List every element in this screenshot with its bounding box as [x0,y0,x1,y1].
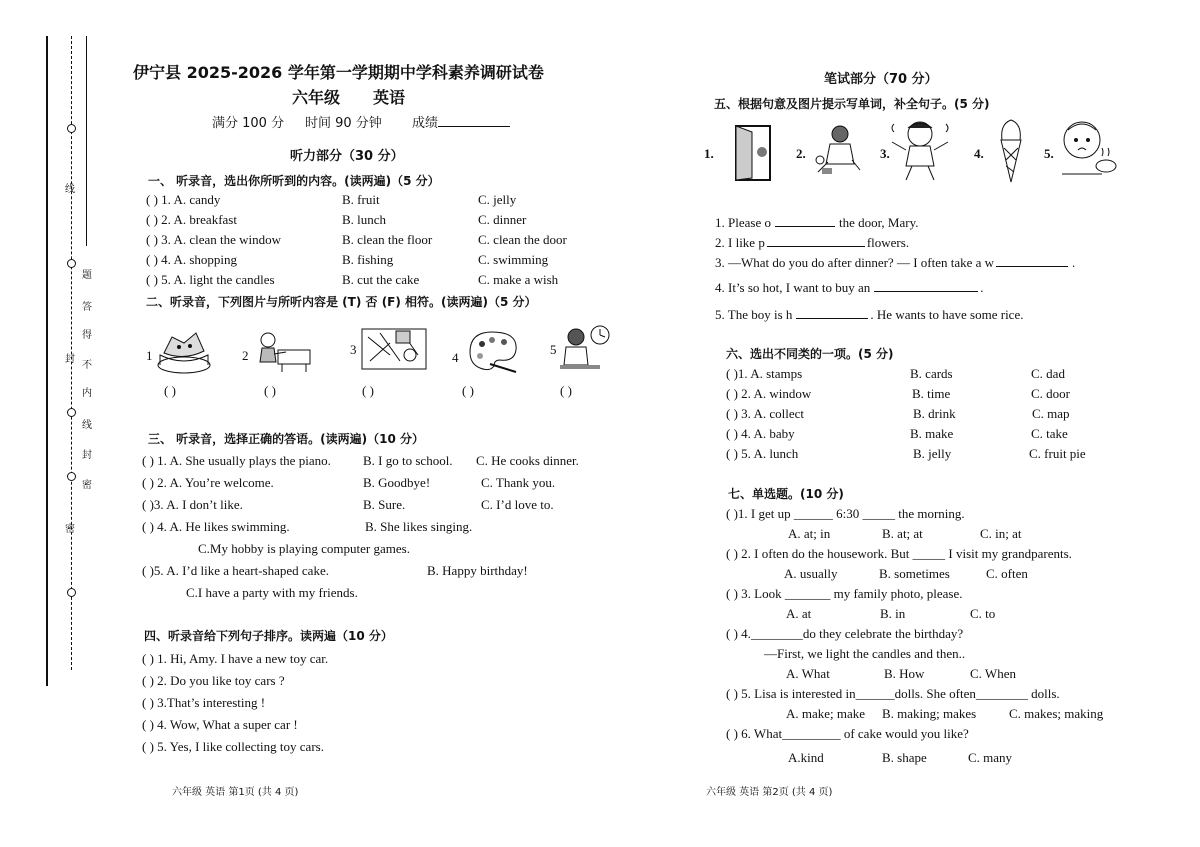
list-item: ( ) 4. A. shopping [146,252,237,267]
list-item: ( ) 1. A. candy [146,192,221,207]
list-item: ( )5. A. I’d like a heart-shaped cake. [142,563,329,578]
sentence-start: 2. I like p [715,235,765,250]
list-item [715,254,1075,271]
option-c: C. Thank you. [481,475,556,490]
sentence-end: flowers. [866,235,910,250]
tf-answer-blank[interactable]: ( ) [264,383,276,398]
option-b: B. sometimes [879,566,950,581]
option-b: B. How [884,666,925,681]
binding-hole [67,588,76,597]
question: ( ) 3. Look _______ my family photo, please. [726,586,963,601]
section-2-title: 二、听录音，下列图片与所听内容是 (T) 否 (F) 相符。(读两遍)（5 分） [146,295,537,309]
margin-label: 密 [82,480,92,491]
list-item: ( )3. A. I don’t like. [142,497,243,512]
sentence-start: 1. Please o [715,215,771,230]
list-item: ( ) 3.That’s interesting ! [142,695,266,710]
list-item [715,279,984,296]
option-b: B. at; at [882,526,923,541]
writing-title: 笔试部分（70 分） [824,72,938,87]
picture-number: 4 [452,350,459,365]
tf-answer-blank[interactable]: ( ) [560,383,572,398]
open-door-icon [732,122,776,184]
subject-label: 英语 [373,88,406,107]
option-c: C. makes; making [1009,706,1104,721]
binding-hole [67,472,76,481]
answer-blank[interactable] [996,254,1068,267]
question: ( )1. I get up ______ 6:30 _____ the morning. [726,506,965,521]
list-item: ( ) 5. A. lunch [726,446,799,461]
option-b: B. making; makes [882,706,977,721]
exam-title: 伊宁县 2025-2026 学年第一学期期中学科素养调研试卷 [133,63,544,82]
page-footer: 六年级 英语 第1页 (共 4 页) [172,787,299,798]
option-c: C. He cooks dinner. [476,453,579,468]
binding-hole [67,408,76,417]
section-6-title: 六、选出不同类的一项。(5 分) [726,347,894,361]
question: ( ) 2. I often do the housework. But _____ I visit my grandparents. [726,546,1072,561]
option-b: B. drink [913,406,956,421]
margin-label: 题 [82,270,92,281]
option-a: A. usually [784,566,838,581]
sentence-start: 4. It’s so hot, I want to buy an [715,280,871,295]
option-b: B. Happy birthday! [427,563,528,578]
picture-number: 1 [146,348,153,363]
tf-answer-blank[interactable]: ( ) [164,383,176,398]
list-item: ( ) 1. A. She usually plays the piano. [142,453,331,468]
margin-label: 答 [82,302,92,313]
messy-room-icon [360,325,428,373]
picture-number: 4. [974,146,984,161]
score-field [412,112,510,131]
option-b: B. in [880,606,906,621]
margin-label: 封 [82,450,92,461]
score-blank[interactable] [438,114,510,127]
option-c: C. dad [1031,366,1065,381]
option-b: B. fishing [342,252,394,267]
option-c: C. clean the door [478,232,567,247]
option-c: C.I have a party with my friends. [186,585,358,600]
question: ( ) 5. Lisa is interested in______dolls. She often________ dolls. [726,686,1060,701]
list-item [715,306,1023,323]
picture-number: 1. [704,146,714,161]
answer-blank[interactable] [874,279,978,292]
picture-number: 2. [796,146,806,161]
question-line: —First, we light the candles and then.. [764,646,966,661]
margin-label: 内 [82,388,92,399]
picture-number: 3 [350,342,357,357]
list-item: ( ) 3. A. clean the window [146,232,282,247]
margin-label: 封 [65,354,75,365]
girl-planting-flowers-icon [812,124,868,176]
option-a: A. at; in [788,526,831,541]
section-5-title: 五、根据句意及图片提示写单词，补全句子。(5 分) [714,97,990,111]
question: ( ) 6. What_________ of cake would you like? [726,726,969,741]
option-c: C. take [1031,426,1068,441]
option-c: C.My hobby is playing computer games. [198,541,410,556]
list-item: ( ) 4. Wow, What a super car ! [142,717,298,732]
sentence-end: . He wants to have some rice. [870,307,1024,322]
list-item: ( ) 2. A. window [726,386,812,401]
option-c: C. jelly [478,192,517,207]
page-footer: 六年级 英语 第2页 (共 4 页) [706,787,833,798]
section-4-title: 四、听录音给下列句子排序。读两遍（10 分） [144,629,393,643]
answer-blank[interactable] [775,214,835,227]
margin-label: 线 [82,420,92,431]
picture-number: 5 [550,342,557,357]
picture-number: 3. [880,146,890,161]
picture-number: 5. [1044,146,1054,161]
list-item: ( ) 4. A. baby [726,426,795,441]
option-c: C. to [970,606,996,621]
cake-icon [154,327,214,377]
option-a: A. make; make [786,706,866,721]
list-item: ( ) 2. Do you like toy cars ? [142,673,285,688]
option-c: C. When [970,666,1016,681]
option-c: C. fruit pie [1029,446,1086,461]
margin-thick-line [46,36,48,686]
section-3-title: 三、 听录音，选择正确的答语。(读两遍)（10 分） [148,432,425,446]
option-b: B. time [912,386,951,401]
option-a: A. What [786,666,830,681]
option-b: B. Sure. [363,497,406,512]
option-b: B. cards [910,366,953,381]
option-c: C. make a wish [478,272,559,287]
exam-time: 时间 90 分钟 [305,116,382,131]
list-item: ( )1. A. stamps [726,366,803,381]
grade-label: 六年级 [292,88,341,107]
option-b: B. Goodbye! [363,475,431,490]
question: ( ) 4.________do they celebrate the birthday? [726,626,964,641]
margin-label: 得 [82,330,92,341]
margin-thin-line [86,36,87,246]
palette-icon [460,328,522,374]
binding-hole [67,259,76,268]
score-label: 成绩 [412,116,439,131]
picture-number: 2 [242,348,249,363]
list-item: ( ) 5. A. light the candles [146,272,275,287]
margin-label: 线 [65,184,75,195]
option-c: C. many [968,750,1013,765]
option-a: A.kind [788,750,824,765]
full-score: 满分 100 分 [212,116,285,131]
option-b: B. lunch [342,212,387,227]
tf-answer-blank[interactable]: ( ) [462,383,474,398]
option-c: C. in; at [980,526,1022,541]
option-b: B. I go to school. [363,453,453,468]
option-b: B. make [910,426,954,441]
answer-blank[interactable] [767,234,865,247]
option-b: B. clean the floor [342,232,433,247]
list-item: ( ) 3. A. collect [726,406,804,421]
sentence-end: . [980,280,984,295]
option-b: B. She likes singing. [365,519,473,534]
hot-sweating-boy-icon [884,118,956,184]
answer-blank[interactable] [796,306,868,319]
girl-and-clock-icon [560,325,616,375]
list-item: ( ) 2. A. You’re welcome. [142,475,274,490]
binding-hole [67,124,76,133]
ice-cream-icon [996,116,1026,186]
option-b: B. cut the cake [342,272,420,287]
option-c: C. door [1031,386,1070,401]
option-c: C. I’d love to. [481,497,554,512]
section-7-title: 七、单选题。(10 分) [728,487,844,501]
option-b: B. jelly [913,446,952,461]
option-c: C. often [986,566,1028,581]
margin-label: 密 [65,524,75,535]
sentence-start: 5. The boy is h [715,307,793,322]
option-a: A. at [786,606,812,621]
list-item: ( ) 1. Hi, Amy. I have a new toy car. [142,651,329,666]
sentence-start: 3. —What do you do after dinner? — I often take a w [715,255,995,270]
option-c: C. dinner [478,212,527,227]
section-1-title: 一、 听录音，选出你所听到的内容。(读两遍)（5 分） [148,174,440,188]
boy-at-desk-icon [252,330,314,374]
option-b: B. shape [882,750,927,765]
option-c: C. map [1032,406,1070,421]
sentence-end: . [1072,255,1076,270]
sentence-end: the door, Mary. [838,215,919,230]
tf-answer-blank[interactable]: ( ) [362,383,374,398]
list-item [715,234,909,251]
margin-label: 不 [82,360,92,371]
option-b: B. fruit [342,192,380,207]
hungry-boy-rice-icon [1056,118,1120,182]
list-item: ( ) 4. A. He likes swimming. [142,519,290,534]
listening-title: 听力部分（30 分） [290,149,404,164]
list-item [715,214,918,231]
list-item: ( ) 2. A. breakfast [146,212,237,227]
option-c: C. swimming [478,252,549,267]
list-item: ( ) 5. Yes, I like collecting toy cars. [142,739,324,754]
